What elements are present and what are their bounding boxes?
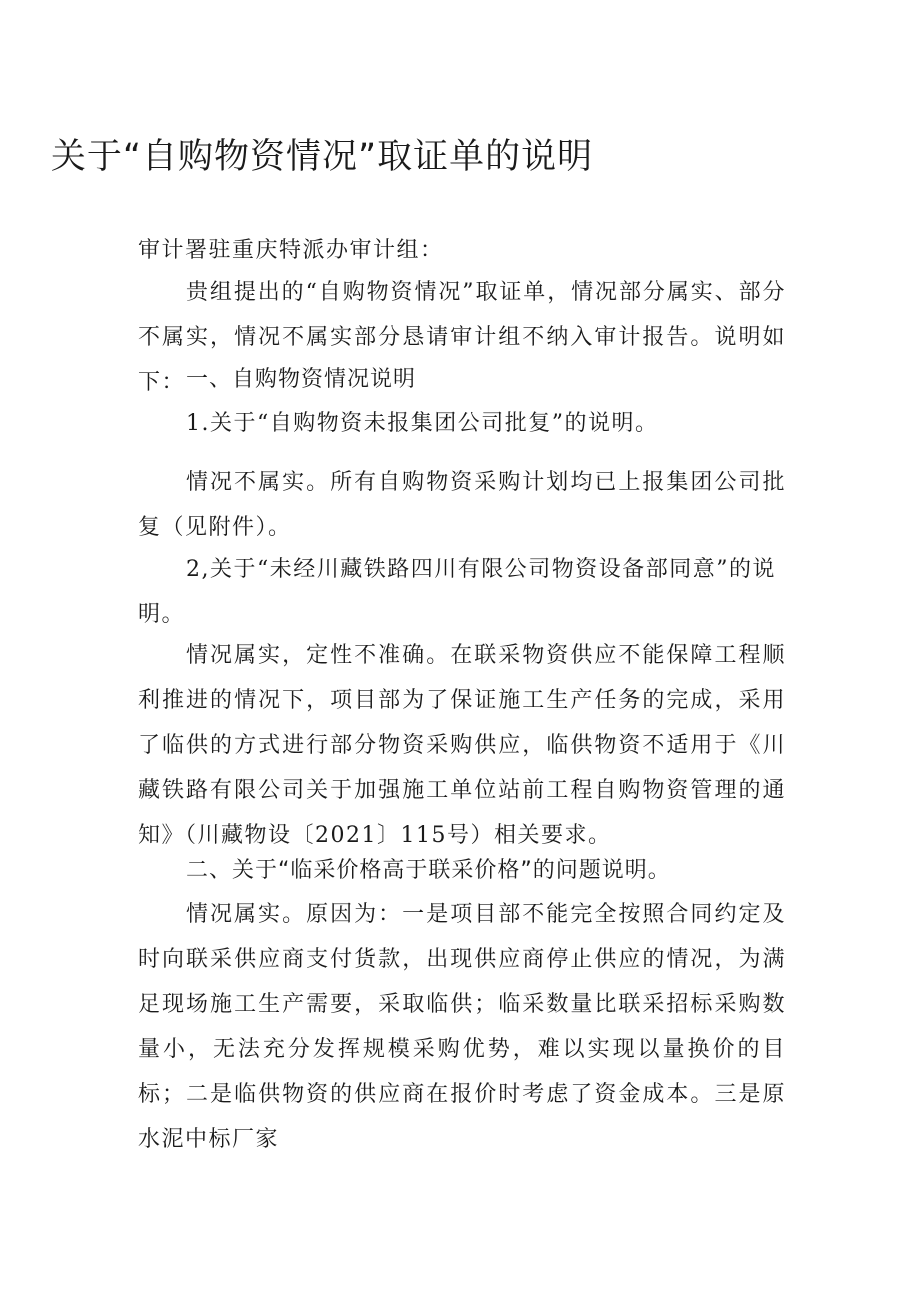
item-2-body: 情况属实，定性不准确。在联采物资供应不能保障工程顺利推进的情况下，项目部为了保证施工生产任务的完成，采用了临供的方式进行部分物资采购供应，临供物资不适用于《川藏铁路有限公司关于加强施工单位站前工程自购物资管理的通知》（川藏物设〔2021〕115号）相关要求。 [138,643,786,848]
section-2-body: 情况属实。原因为：一是项目部不能完全按照合同约定及时向联采供应商支付货款，出现供应商停止供应的情况，为满足现场施工生产需要，采取临供；临采数量比联采招标采购数量小，无法充分发挥规模采购优势，难以实现以量换价的目标；二是临供物资的供应商在报价时考虑了资金成本。三是原水泥中标厂家 [138,902,786,1152]
item-1-body: 情况不属实。所有自购物资采购计划均已上报集团公司批复（见附件）。 [138,470,786,540]
item-1-heading: 1.关于“自购物资未报集团公司批复”的说明。 [186,411,659,436]
page-title: 关于“自购物资情况”取证单的说明 [50,137,594,177]
intro-paragraph: 贵组提出的“自购物资情况”取证单，情况部分属实、部分不属实，情况不属实部分恳请审计组不纳入审计报告。说明如下： [138,280,786,395]
section-1-heading: 一、自购物资情况说明 [186,367,417,392]
salutation: 审计署驻重庆特派办审计组： [138,238,444,263]
item-2-heading: 2,关于“未经川藏铁路四川有限公司物资设备部同意”的说明。 [138,557,776,627]
section-2-heading: 二、关于“临采价格高于联采价格”的问题说明。 [186,858,671,883]
